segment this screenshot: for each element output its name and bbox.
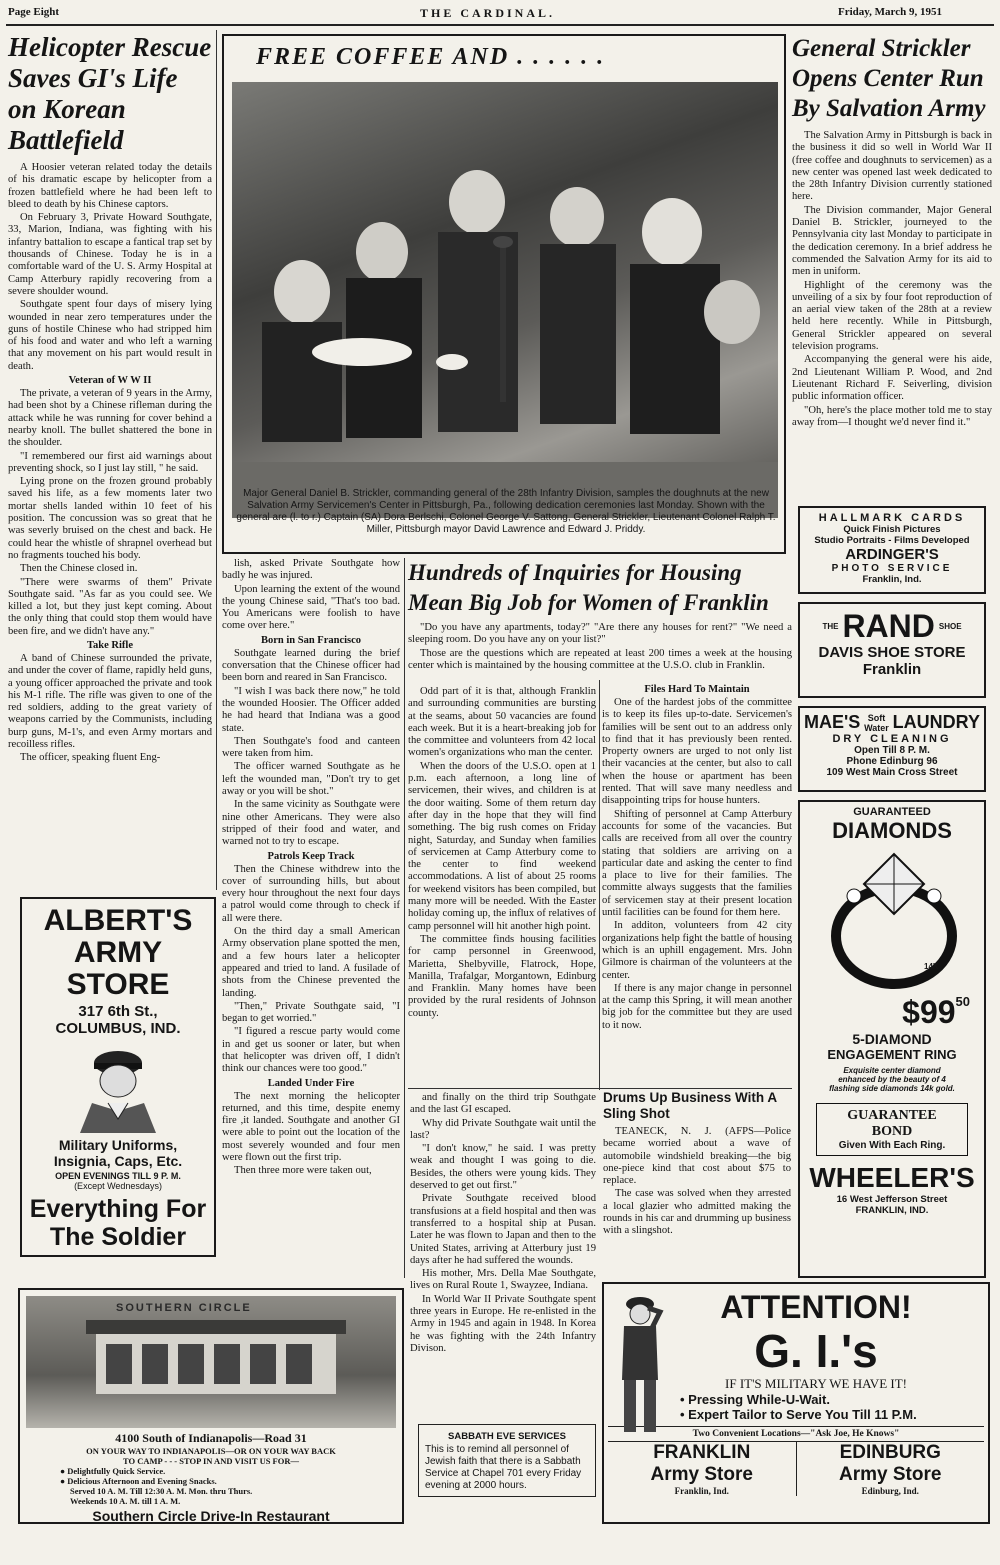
paragraph: His mother, Mrs. Della Mae Southgate, lives on Rural Route 1, Swayzee, Indiana. [410,1268,596,1292]
paragraph: Then three more were taken out, [234,1165,372,1177]
drums-headline: Drums Up Business With A Sling Shot [603,1090,777,1121]
karat-mark: 14K [924,962,939,971]
paragraph: lish, asked Private Southgate how badly he was injured. [222,558,400,582]
coffee-headline: FREE COFFEE AND . . . . . . [256,44,606,70]
subhead-landed: Landed Under Fire [267,1077,355,1089]
helicopter-body-a [8,162,212,373]
wheelers-city: FRANKLIN, IND. [855,1205,929,1216]
edinburg-army-store: Army Store [839,1464,942,1485]
paragraph: "I wish I was back there now," he told the wounded Hoosier. The Officer added he had heard that Indiana was a good state. [222,685,400,734]
paragraph: "Oh, here's the place mother told me to stay away from—I thought we'd never find it." [792,404,992,428]
alberts-name-2: ARMY STORE [66,936,170,1001]
alberts-line-1: Military Uniforms, [58,1137,178,1153]
paragraph: A Hoosier veteran related today the details of his dramatic escape by helicopter from a frozen battlefield where he had been left to bleed to death by his Chinese captors. [8,162,212,210]
dry-cleaning: DRY CLEANING [832,733,952,745]
housing-story [408,558,792,673]
paragraph: One of the hardest jobs of the committee is to keep its files up-to-date. Servicemen's families will be sent out to an address only to find that it has previously been rented. Property owners are urged to not only list their vacancies at the center, but also to call when the house or apartment has been rented. That will save many needless and disappointing trips for house hunters. [602,697,792,807]
housing-lead [408,622,792,672]
alberts-slogan-2: The Soldier [49,1223,187,1251]
photo-caption: Major General Daniel B. Strickler, commanding general of the 28th Infantry Division, samples the doughnuts at the new Salvation Army Servicemen's Center in Pittsburgh, Pa., following dedication ceremonies last Monday. Shown with the general are (l. to r.) Captain (SA) Dora Berlschi, Colonel George V. Sattong, General Strickler, Lieutenant Colonel Ralph T. Miller, Pittsburgh mayor David Lawrence and Edward J. Priddy. [236,488,776,535]
paragraph: "Then," Private Southgate said, "I began to get worried." [222,1000,400,1025]
alberts-line-2: Insignia, Caps, Etc. [53,1153,183,1169]
paragraph: The Division commander, Major General Daniel B. Strickler, journeyed to the Pennsylvania city last Monday to participate in the dedication ceremony. In a brief address he commended the Salvation Army for its aid to men in uniform. [792,204,992,278]
bullet-2-text: Delicious Afternoon and Evening Snacks. [67,1476,217,1486]
paragraph: On February 3, Private Howard Southgate, 33, Marion, Indiana, was fighting with his infantry battalion to escape a fantical trap set by thousands of Chinese. Today he is in a comfortable ward of the U. S. Army Hospital at Camp Atterbury rapidly recovering from a severe shoulder wound. [8,212,212,297]
drive-in-name: Southern Circle Drive-In Restaurant [92,1508,330,1524]
helicopter-body-c [8,653,212,765]
ardingers-name: ARDINGER'S [845,546,939,563]
drive-in-way: ON YOUR WAY TO INDIANAPOLIS—OR ON YOUR WAY BACK [86,1446,336,1456]
paragraph: "Do you have any apartments, today?" "Are there any houses for rent?" "We need a sleeping room. Do you have any on your list?" [408,622,792,646]
attention-tagline: IF IT'S MILITARY WE HAVE IT! [725,1376,907,1391]
paragraph: A band of Chinese surrounded the private, and under the cover of flame, rapidly held guns, a young officer approached the private and took his M-1 rifle. The rifle was given to one of the red soldiers, adding to the great variety of weapons carried by the Communists, including burp guns, M-1's, and even Army mortars and recoilless rifles. [8,652,212,751]
rand-brand-row [804,608,980,644]
paragraph: Lying prone on the frozen ground probably saved his life, as a few moments later two mortar shells landed within 10 feet of his position. The concussion was so great that he was severly bruised on the chest and back. He could hear the whistle of shrapnel overhead but no fragments touched his body. [8,476,212,561]
guaranteed-word: GUARANTEED [853,806,931,818]
wheelers-diamond-ad [798,800,986,1278]
column-rule [599,680,600,1090]
paragraph: The next morning the helicopter returned, and this time, despite enemy fire ,it landed. Southgate and another GI were able to point out the location of the most severely wounded and four men were flown out the first trip. [222,1090,400,1164]
maes-phone: Phone Edinburg 96 [846,756,938,767]
housing-col-b [602,682,792,1033]
paragraph: Private Southgate received blood transfusions at a field hospital and then was transferred to a hospital ship at Pusan. Later he was flown to Japan and then to the United States, arriving at Atterbury just 19 days after he had suffered the wounds. [410,1193,596,1266]
paragraph: and finally on the third trip Southgate and the last GI escaped. [410,1092,596,1116]
saluting-soldier-illustration [612,1290,668,1438]
drive-in-photo [26,1296,396,1428]
paragraph: "I figured a rescue party would come in and get us sooner or later, but when that helicopter was driven off, I didn't think our chances were too good." [222,1026,400,1075]
ardingers-city: Franklin, Ind. [862,574,922,585]
price-cents: 50 [955,994,970,1009]
paragraph: In World War II Private Southgate spent three years in Europe. He re-enlisted in the Army in 1945 and again in 1948. In Korea he was fighting with the 24th Infantry Divison. [410,1293,596,1354]
alberts-name-1: ALBERT'S [43,904,193,937]
housing-body-a [408,686,596,1020]
paragraph: Then Southgate's food and canteen were taken from him. [222,735,400,760]
helicopter-continued-col2 [222,558,400,1179]
strickler-story [792,34,992,430]
paragraph: Then the Chinese closed in. [20,563,138,575]
photo-service-line: PHOTO SERVICE [831,563,953,574]
paper-name: THE CARDINAL. [420,6,556,20]
paragraph: Shifting of personnel at Camp Atterbury accounts for some of the vacancies. But calls are received from all over the country stating that soldiers are arriving on a particular date and asking the center to find a place to live for their families. The committe always suggests that the families of servicemen stay at their present location until facilities can be found for them here. [602,808,792,919]
paragraph: When the doors of the U.S.O. open at 1 p.m. each afternoon, a long line of servicemen, their wives, and children is at the door waiting. Some of them return day after day in the hope that they will find something. The big rush comes on Friday night, Saturday, and Sunday when families of servicemen at Camp Atterbury come to the center to find weekend accommodations. A list of about 25 rooms for weekend visitors has been compiled, but many more will be needed. With the Easter holiday coming up, the influx of relatives of camp personnel will hit another high point. [408,760,596,932]
subhead-files: Files Hard To Maintain [644,684,750,695]
soldier-illustration [58,1041,178,1133]
bond-line-1: GUARANTEE [847,1108,937,1123]
housing-col-a [408,686,596,1021]
drive-in-bullet-1: ● Delightfully Quick Service. [60,1466,166,1476]
paragraph: On the third day a small American Army observation plane spotted the men, and a few hours later a helicopter appeared and tried to land. A fusilade of shots from the Chinese prevented the landing. [222,926,400,999]
paragraph: In additon, volunteers from 42 city organizations help fight the battle of housing which is an uphill engagement. Mrs. John Gilmore is chairman of the volunteers at the center. [602,920,792,981]
paragraph: Then the Chinese withdrew into the cover of surrounding hills, but about every hour throughout the next four days a patrol would come through to check if all were there. [222,863,400,924]
drums-body [603,1126,791,1238]
store-columns [608,1441,984,1496]
attention-bullet-1: • Pressing While-U-Wait. [680,1392,830,1407]
paragraph: Odd part of it is that, although Franklin and surrounding communities are bursting at the seams, about 50 vacancies are found each week. But it is a heart-breaking job for the committee and volunteers from 42 local women's organizations who man the center. [408,686,596,759]
wheelers-address: 16 West Jefferson Street [836,1194,948,1205]
rand-post: SHOE [938,621,962,631]
attention-bullet-1-text: Pressing While-U-Wait. [688,1392,830,1407]
rand-shoe-ad [798,602,986,698]
davis-shoe-store: DAVIS SHOE STORE [818,644,966,661]
alberts-address: 317 6th St., [78,1003,158,1020]
helicopter-headline: Helicopter Rescue Saves GI's Life on Korean Battlefield [8,32,212,155]
edinburg-city: Edinburg, Ind. [861,1486,919,1496]
hallmark-line: HALLMARK CARDS [818,512,966,524]
paragraph: In the same vicinity as Southgate were nine other Americans. They were also stripped of their food and water, and warned not to try to escape. [222,799,400,848]
paragraph: Upon learning the extent of the wound the young Chinese said, "That's too bad. You Americans were foolish to have come over here." [222,583,400,632]
laundry-word: LAUNDRY [892,712,980,732]
maes-hours: Open Till 8 P. M. [854,745,930,756]
maes-laundry-ad [798,706,986,792]
housing-bottom-rule [408,1088,792,1089]
column-rule [216,30,217,890]
sabbath-title: SABBATH EVE SERVICES [448,1431,566,1442]
bond-line-3: Given With Each Ring. [838,1140,946,1151]
guarantee-bond-box [816,1103,968,1156]
franklin-army-store: Army Store [650,1464,753,1485]
attention-gis-ad [602,1282,990,1524]
price-dollars: $99 [902,994,956,1030]
helicopter-body-g [222,1091,400,1178]
five-diamond: 5-DIAMOND [852,1031,932,1047]
alberts-army-store-ad [20,897,216,1257]
paragraph: The Salvation Army in Pittsburgh is back in the business it did so well in World War II (free coffee and doughnuts to servicemen) as a new center was opened last week dedicated to the 28th Infantry Division currently stationed here. [792,130,992,203]
edinburg-store [797,1442,985,1496]
drive-in-sign: SOUTHERN CIRCLE [116,1302,252,1314]
masthead-rule [6,24,994,26]
drums-story [603,1090,791,1239]
paragraph: "There were swarms of them" Private Southgate said. "As far as you could see. We killed a lot, but they just kept coming. About the only thing that could stop them would have been fire, and we didn't have any." [8,576,212,637]
paragraph: Southgate learned during the brief conversation that the Chinese officer had been born and reared in San Francisco. [222,647,400,684]
page-label: Page Eight [8,6,60,18]
paragraph: Those are the questions which are repeated at least 200 times a week at the housing center which is maintained by the housing committee at the U.S.O. club in Franklin. [408,647,792,671]
column-rule [404,558,405,1278]
drive-in-location: 4100 South of Indianapolis—Road 31 [115,1431,307,1445]
edinburg-name: EDINBURG [839,1442,941,1463]
ardingers-photo-ad [798,506,986,594]
paragraph: The officer, speaking fluent Eng- [20,752,161,764]
attention-bullet-2: • Expert Tailor to Serve You Till 11 P.M. [680,1407,917,1422]
paragraph: The case was solved when they arrested a local glazier who admitted making the rounds in his car and drumming up business with a slingshot. [603,1188,791,1237]
rand-brand: RAND [842,608,935,644]
engagement-ring: ENGAGEMENT RING [827,1047,957,1062]
rand-city: Franklin [862,661,922,678]
franklin-store [608,1442,797,1496]
helicopter-body-f [222,864,400,1076]
paragraph: Southgate spent four days of misery lying wounded in near zero temperatures under the guns of hostile Chinese who had stripped him of his food and water and who left a warning that any movement on his part would result in death. [8,299,212,372]
alberts-slogan-1: Everything For [29,1195,207,1223]
gis-word: G. I.'s [754,1325,878,1377]
drive-in-bullet-2: ● Delicious Afternoon and Evening Snacks. [60,1476,217,1486]
paragraph: The officer warned Southgate as he left the wounded man, "Don't try to get away or you will be shot." [222,761,400,798]
paragraph: "I don't know," he said. I was pretty weak and thought I was going to die. Besides, the others were young kids. They deserved to get out first." [410,1143,596,1192]
bullet-1-text: Delightfully Quick Service. [67,1466,166,1476]
studio-line: Studio Portraits - Films Developed [814,535,970,546]
strickler-headline: General Strickler Opens Center Run By Salvation Army [792,35,986,122]
issue-date: Friday, March 9, 1951 [838,6,942,18]
drive-in-weekends: Weekends 10 A. M. till 1 A. M. [70,1496,181,1506]
drive-in-served: Served 10 A. M. Till 12:30 A. M. Mon. thru Thurs. [70,1486,253,1496]
maes-row [804,712,980,733]
paragraph: The committee finds housing facilities for camp personnel in Greenwood, Marietta, Shelbyville, Flatrock, Hope, Manilla, Trafalgar, Morgantown, Edinburg and Franklin. Many homes have been provided by the rural residents of Johnson county. [408,933,596,1019]
subhead-patrols: Patrols Keep Track [267,850,355,862]
coffee-feature [222,34,786,554]
subhead-veteran: Veteran of W W II [68,375,152,387]
attention-title: ATTENTION! [720,1289,912,1325]
drive-in-camp: TO CAMP - - - STOP IN AND VISIT US FOR— [122,1456,299,1466]
sabbath-text: This is to remind all personnel of Jewish faith that there is a Sabbath Service at Chapel 701 every Friday evening at 2000 hours. [425,1444,582,1491]
paragraph: Highlight of the ceremony was the unveiling of a six by four foot reproduction of an aerial view taken of the 28th at a review held here recently. While in Pittsburgh, General Strickler appeared on several television programs. [792,279,992,353]
helicopter-body-d [222,558,400,633]
sabbath-notice [418,1424,596,1497]
wheelers-name: WHEELER'S [809,1162,975,1193]
maes-address: 109 West Main Cross Street [826,767,958,778]
helicopter-body-h [410,1092,596,1355]
price-row [804,994,980,1031]
helicopter-story [8,32,212,766]
strickler-body [792,130,992,429]
alberts-city: COLUMBUS, IND. [55,1020,181,1037]
subhead-take-rifle: Take Rifle [87,639,133,651]
attention-bullet-2-text: Expert Tailor to Serve You Till 11 P.M. [688,1407,917,1422]
bond-line-2: BOND [871,1124,913,1139]
franklin-name: FRANKLIN [653,1442,751,1463]
paragraph: "I remembered our first aid warnings about preventing shock, so I just lay still, " he said. [8,450,212,474]
paragraph: If there is any major change in personnel at the camp this Spring, it will mean another big job for the committee but they are used to it now. [602,982,792,1031]
quick-finish-line: Quick Finish Pictures [843,524,941,535]
attention-locations: Two Convenient Locations—"Ask Joe, He Knows" [608,1426,984,1439]
paragraph: Accompanying the general were his aide, 2nd Lieutenant William P. Wood, and 2nd Lieutenant Richard F. Seiverling, division public information officer. [792,354,992,403]
helicopter-body-e [222,648,400,849]
housing-body-b [602,697,792,1032]
maes-name: MAE'S [804,712,861,732]
soft-water: Soft Water [864,712,889,733]
ring-illustration [804,844,980,994]
southern-circle-ad [18,1288,404,1524]
alberts-except: (Except Wednesdays) [74,1181,162,1191]
dedication-photo [232,82,778,518]
rand-pre: THE [822,621,839,631]
diamonds-word: DIAMONDS [832,818,952,843]
franklin-city: Franklin, Ind. [674,1486,729,1496]
housing-headline: Hundreds of Inquiries for Housing Mean Big Job for Women of Franklin [408,560,769,615]
paragraph: Why did Private Southgate wait until the last? [410,1117,596,1141]
helicopter-continued-col3 [410,1092,596,1356]
helicopter-body-b [8,388,212,638]
paragraph: The private, a veteran of 9 years in the Army, had been shot by a Chinese rifleman during the attack while he was running for cover behind a nearby knoll. The bullet shattered the bone in the shoulder. [8,388,212,449]
paragraph: TEANECK, N. J. (AFPS—Police became worried about a wave of automobile windshield breaking—the big one-piece kind that cost about $75 to replace. [603,1126,791,1187]
subhead-born: Born in San Francisco [260,634,362,646]
alberts-hours: OPEN EVENINGS TILL 9 P. M. [55,1171,181,1181]
ring-description: Exquisite center diamond enhanced by the beauty of 4 flashing side diamonds 14k gold. [829,1066,955,1093]
